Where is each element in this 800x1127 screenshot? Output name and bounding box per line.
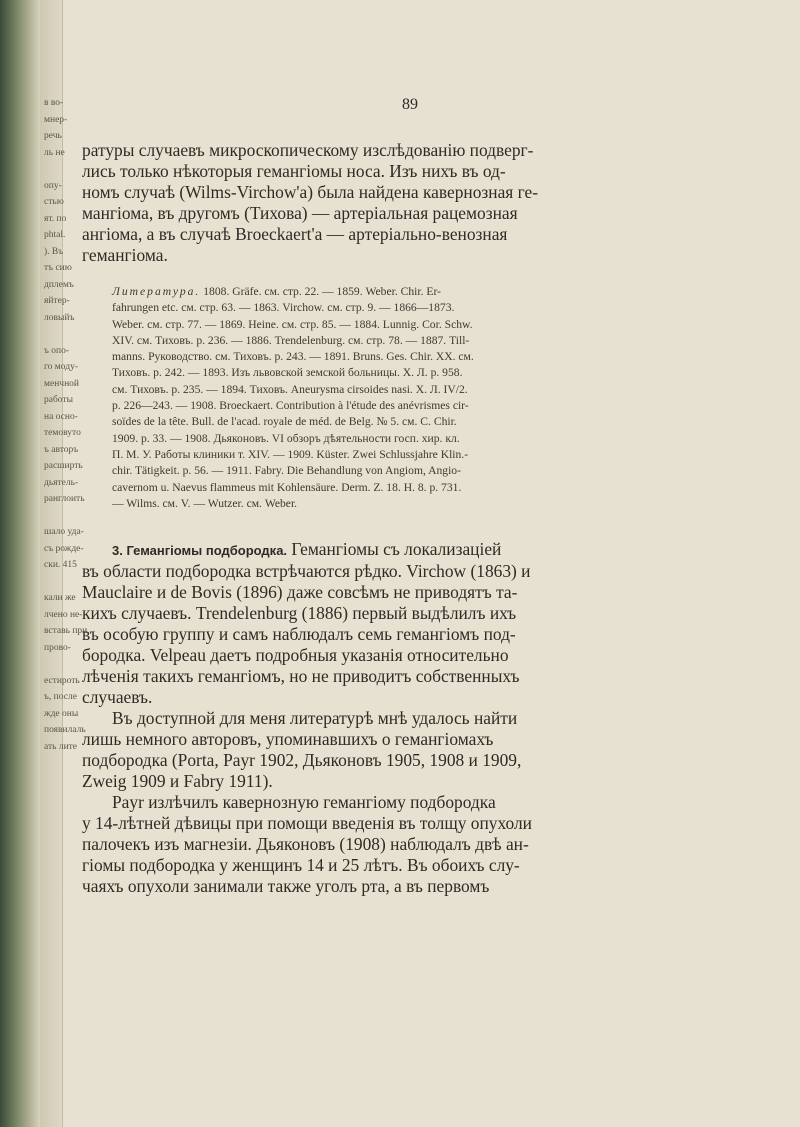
literature-line: manns. Руководство. см. Тиховъ. р. 243. — 1891. Bruns. Ges. Chir. XX. см. — [112, 350, 474, 364]
text-line: Mauclaire и de Bovis (1896) даже совсѣмъ не приводятъ та- — [82, 582, 518, 603]
text-line: номъ случаѣ (Wilms-Virchow'a) была найдена кавернозная ге- — [82, 182, 539, 202]
facing-page-fragment: ски. 415 — [44, 560, 77, 570]
facing-page-fragment: шало уда- — [44, 527, 84, 537]
literature-line: 1808. Gräfe. см. стр. 22. — 1859. Weber. Chir. Er- — [203, 285, 441, 298]
facing-page-fragment — [44, 161, 68, 178]
section-paragraph-1 — [82, 539, 772, 708]
text-line: лись только нѣкоторыя гемангіомы носа. Изъ нихъ въ од- — [82, 161, 506, 181]
text-line: ратуры случаевъ микроскопическому изслѣдованію подверг- — [82, 140, 534, 160]
text-line: мангіома, въ другомъ (Тихова) — артеріальная рацемозная — [82, 203, 518, 223]
facing-page-fragment: ъ, после — [44, 692, 77, 702]
literature-heading: Литература. — [112, 285, 201, 298]
facing-page-fragment: дплемъ — [44, 279, 74, 290]
facing-page-fragment: работы — [44, 395, 73, 405]
facing-page-fragment: дьятель- — [44, 477, 79, 488]
facing-page-fragment: ать лите — [44, 741, 78, 752]
literature-line: — Wilms. см. V. — Wutzer. см. Weber. — [112, 496, 298, 510]
facing-page-fragment: менчной — [44, 378, 80, 389]
facing-page-fragment: расширть — [44, 461, 83, 471]
literature-block — [82, 284, 772, 512]
section-title: 3. Гемангіомы подбородка. — [112, 543, 288, 559]
literature-line: р. 226—243. — 1908. Broeckaert. Contribution à l'étude des anévrismes cir- — [112, 399, 469, 413]
text-line: въ особую группу и самъ наблюдалъ семь гемангіомъ под- — [82, 624, 516, 645]
literature-line: fahrungen etc. см. стр. 63. — 1863. Virchow. см. стр. 9. — 1866—1873. — [112, 301, 455, 315]
literature-line: 1909. р. 33. — 1908. Дьяконовъ. VI обзоръ дѣятельности госп. хир. кл. — [112, 431, 460, 445]
text-line: Payr излѣчилъ кавернозную гемангіому подбородка — [112, 792, 496, 813]
literature-line: XIV. см. Тиховъ. р. 236. — 1886. Trendelenburg. см. стр. 78. — 1887. Till- — [112, 333, 470, 347]
facing-page-fragment: кали же — [44, 593, 76, 603]
text-line: палочекъ изъ магнезіи. Дьяконовъ (1908) наблюдалъ двѣ ан- — [82, 834, 529, 855]
facing-page-fragment: вставь при — [44, 626, 88, 636]
facing-page-fragment: ъ авторъ — [44, 444, 79, 455]
page-body — [82, 140, 772, 897]
literature-line: chir. Tätigkeit. р. 56. — 1911. Fabry. Die Behandlung von Angiom, Angio- — [112, 464, 461, 478]
literature-line: soïdes de la tête. Bull. de l'acad. royale de méd. de Belg. № 5. см. C. Chir. — [112, 415, 457, 429]
text-line: подбородка (Porta, Payr 1902, Дьяконовъ 1905, 1908 и 1909, — [82, 750, 522, 771]
facing-page-fragment: яйтер- — [44, 296, 70, 306]
text-line: гемангіома. — [82, 245, 168, 265]
facing-page-fragment: естироть — [44, 675, 80, 686]
facing-page-fragment: ловыйъ — [44, 312, 75, 323]
facing-page-fragment — [44, 574, 68, 591]
facing-page-fragment: в во- — [44, 98, 64, 108]
facing-page-fragment: тъ сию — [44, 263, 72, 273]
facing-page-fragment: ят. по — [44, 213, 67, 224]
section-paragraph-3 — [82, 792, 772, 897]
facing-page-fragment: появилаль — [44, 725, 86, 735]
literature-line: П. М. У. Работы клиники т. XIV. — 1909. Küster. Zwei Schlussjahre Klin.- — [112, 447, 469, 461]
facing-page-fragment: речь — [44, 131, 62, 141]
intro-paragraph — [82, 140, 772, 266]
text-line: у 14-лѣтней дѣвицы при помощи введенія въ толщу опухоли — [82, 813, 532, 834]
facing-page-fragment: мнер- — [44, 114, 68, 125]
facing-page-fragment: лчено не- — [44, 609, 83, 620]
facing-page-fragment: опу- — [44, 180, 62, 191]
literature-line: Weber. см. стр. 77. — 1869. Heine. см. стр. 85. — 1884. Lunnig. Cor. Schw. — [112, 317, 473, 331]
text-line: гіомы подбородка у женщинъ 14 и 25 лѣтъ. Въ обоихъ слу- — [82, 855, 520, 876]
facing-page-fragment: ранглоить — [44, 494, 85, 504]
facing-page-fragment — [44, 508, 68, 525]
facing-page-fragment: ль не — [44, 147, 65, 158]
text-line: ангіома, а въ случаѣ Broeckaert'a — артеріально-венозная — [82, 224, 508, 244]
text-line: чаяхъ опухоли занимали также уголъ рта, а въ первомъ — [82, 876, 490, 897]
literature-line: см. Тиховъ. р. 235. — 1894. Тиховъ. Aneurysma cirsoides nasi. X. Л. IV/2. — [112, 382, 468, 396]
text-line: случаевъ. — [82, 687, 153, 708]
facing-page-fragment: стью — [44, 197, 64, 207]
text-line: лишь немного авторовъ, упоминавшихъ о гемангіомахъ — [82, 729, 494, 750]
facing-page-fragment: жде оны — [44, 708, 79, 719]
text-line: Въ доступной для меня литературѣ мнѣ удалось найти — [112, 708, 518, 729]
literature-line: Тиховъ. р. 242. — 1893. Изъ львовской земской больницы. X. Л. р. 958. — [112, 366, 463, 380]
facing-page-fragment: phtal. — [44, 230, 66, 240]
facing-page-fragment: съ рожде- — [44, 543, 84, 554]
facing-page-fragment: ъ опо- — [44, 345, 70, 356]
text-line: бородка. Velpeau даетъ подробныя указанія относительно — [82, 645, 509, 666]
text-line: Zweig 1909 и Fabry 1911). — [82, 771, 273, 792]
facing-page-fragment: прово- — [44, 642, 71, 653]
facing-page-fragment: на осно- — [44, 411, 78, 422]
section-paragraph-2 — [82, 708, 772, 792]
facing-page-fragment: темовуто — [44, 428, 81, 438]
book-binding — [0, 0, 40, 1127]
facing-page-fragment — [44, 326, 68, 343]
text-line: лѣченія такихъ гемангіомъ, но не приводитъ собственныхъ — [82, 666, 520, 687]
page-number: 89 — [402, 96, 418, 113]
section-chin-hemangiomas — [82, 539, 772, 897]
facing-page-fragment — [44, 656, 68, 673]
literature-first-line — [112, 284, 772, 300]
text-line: Гемангіомы съ локализаціей — [291, 539, 502, 560]
facing-page-fragment: ). Въ — [44, 246, 64, 257]
literature-line: cavernom u. Naevus flammeus mit Kohlensäure. Derm. Z. 18. H. 8. р. 731. — [112, 480, 462, 494]
section-first-line — [82, 539, 772, 561]
facing-page-fragment: го моду- — [44, 362, 79, 372]
text-line: въ области подбородка встрѣчаются рѣдко. Virchow (1863) и — [82, 561, 531, 582]
facing-page-text — [44, 95, 88, 755]
text-line: кихъ случаевъ. Trendelenburg (1886) первый выдѣлилъ ихъ — [82, 603, 517, 624]
